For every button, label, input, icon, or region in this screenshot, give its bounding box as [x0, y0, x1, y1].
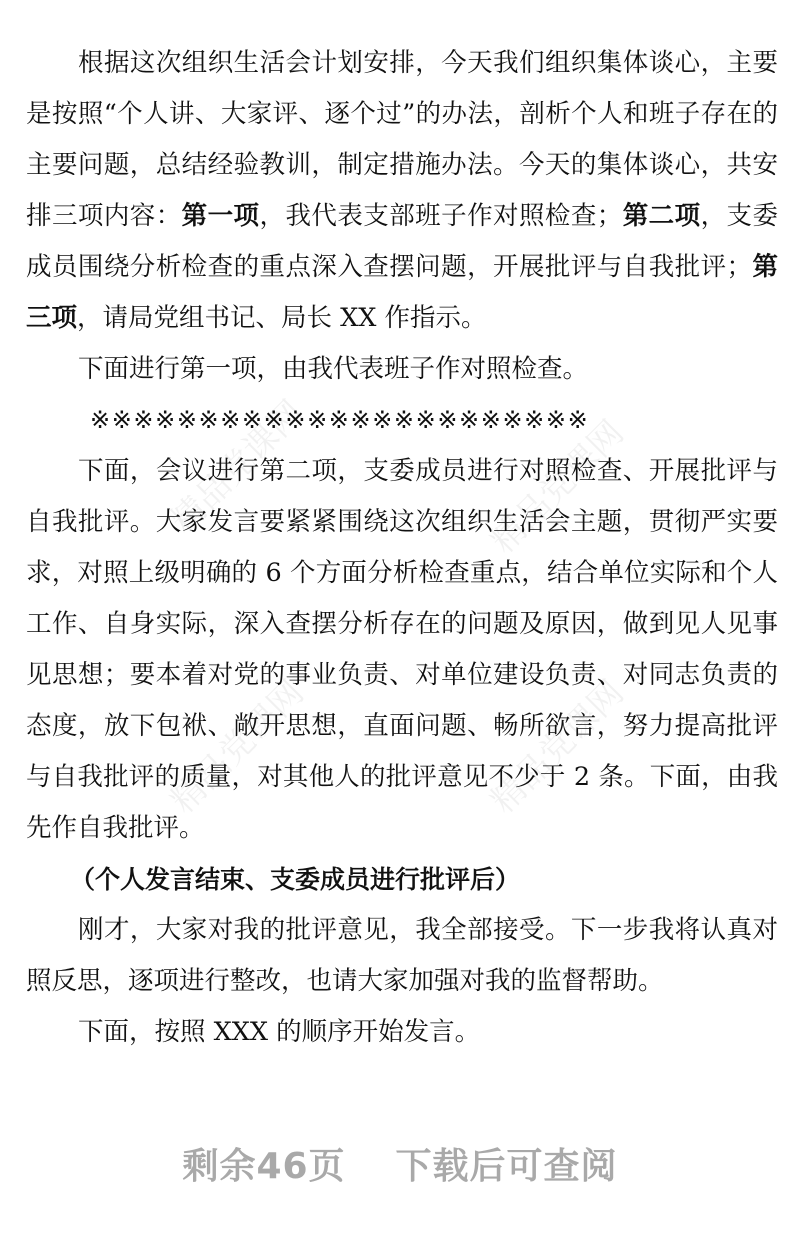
- item1-text: ，我代表支部班子作对照检查；: [259, 201, 623, 231]
- item3-text: ，请局党组书记、局长 XX 作指示。: [77, 303, 487, 333]
- paragraph-agenda: [26, 38, 778, 344]
- download-prompt-label: 下载后可查阅: [395, 1146, 618, 1187]
- watermark-text: 精品党课网: [163, 392, 312, 542]
- agenda-intro-text: 根据这次组织生活会计划安排，今天我们组织集体谈心，主要是按照“个人讲、大家评、逐个过”的办法，剖析个人和班子存在的主要问题，总结经验教训，制定措施办法。今天的集体谈心，共安排三项内容：: [26, 48, 778, 231]
- item3-label: 第三项: [26, 252, 778, 333]
- paragraph-acceptance: 刚才，大家对我的批评意见，我全部接受。下一步我将认真对照反思，逐项进行整改，也请大家加强对我的监督帮助。: [26, 915, 778, 996]
- paragraph-second-item: 下面，会议进行第二项，支委成员进行对照检查、开展批评与自我批评。大家发言要紧紧围绕这次组织生活会主题，贯彻严实要求，对照上级明确的 6 个方面分析检查重点，结合单位实际和个人工作、自身实际，深入查摆分析存在的问题及原因，做到见人见事见思想；要本着对党的事业负责、对单位建设负责、对同志负责的态度，放下包袱、敞开思想，直面问题、畅所欲言，努力提高批评与自我批评的质量，对其他人的批评意见不少于 2 条。下面，由我先作自我批评。: [26, 456, 778, 843]
- item2-text: ，支委成员围绕分析检查的重点深入查摆问题，开展批评与自我批评；: [26, 201, 778, 282]
- download-banner[interactable]: [0, 1138, 800, 1189]
- remaining-pages-label: 剩余46页: [182, 1146, 346, 1187]
- watermark-text: 精品党课网: [163, 672, 312, 822]
- asterisk-separator: ※※※※※※※※※※※※※※※※※※※※※※※: [90, 406, 590, 434]
- item1-label: 第一项: [181, 201, 260, 231]
- parenthetical-note: （个人发言结束、支委成员进行批评后）: [70, 865, 521, 894]
- watermark-text: 精品党课网: [483, 412, 632, 562]
- paragraph-speaking-order: 下面，按照 XXX 的顺序开始发言。: [78, 1017, 481, 1047]
- watermark-text: 精品党课网: [483, 672, 632, 822]
- item2-label: 第二项: [622, 201, 701, 231]
- paragraph-first-item: 下面进行第一项，由我代表班子作对照检查。: [78, 354, 589, 384]
